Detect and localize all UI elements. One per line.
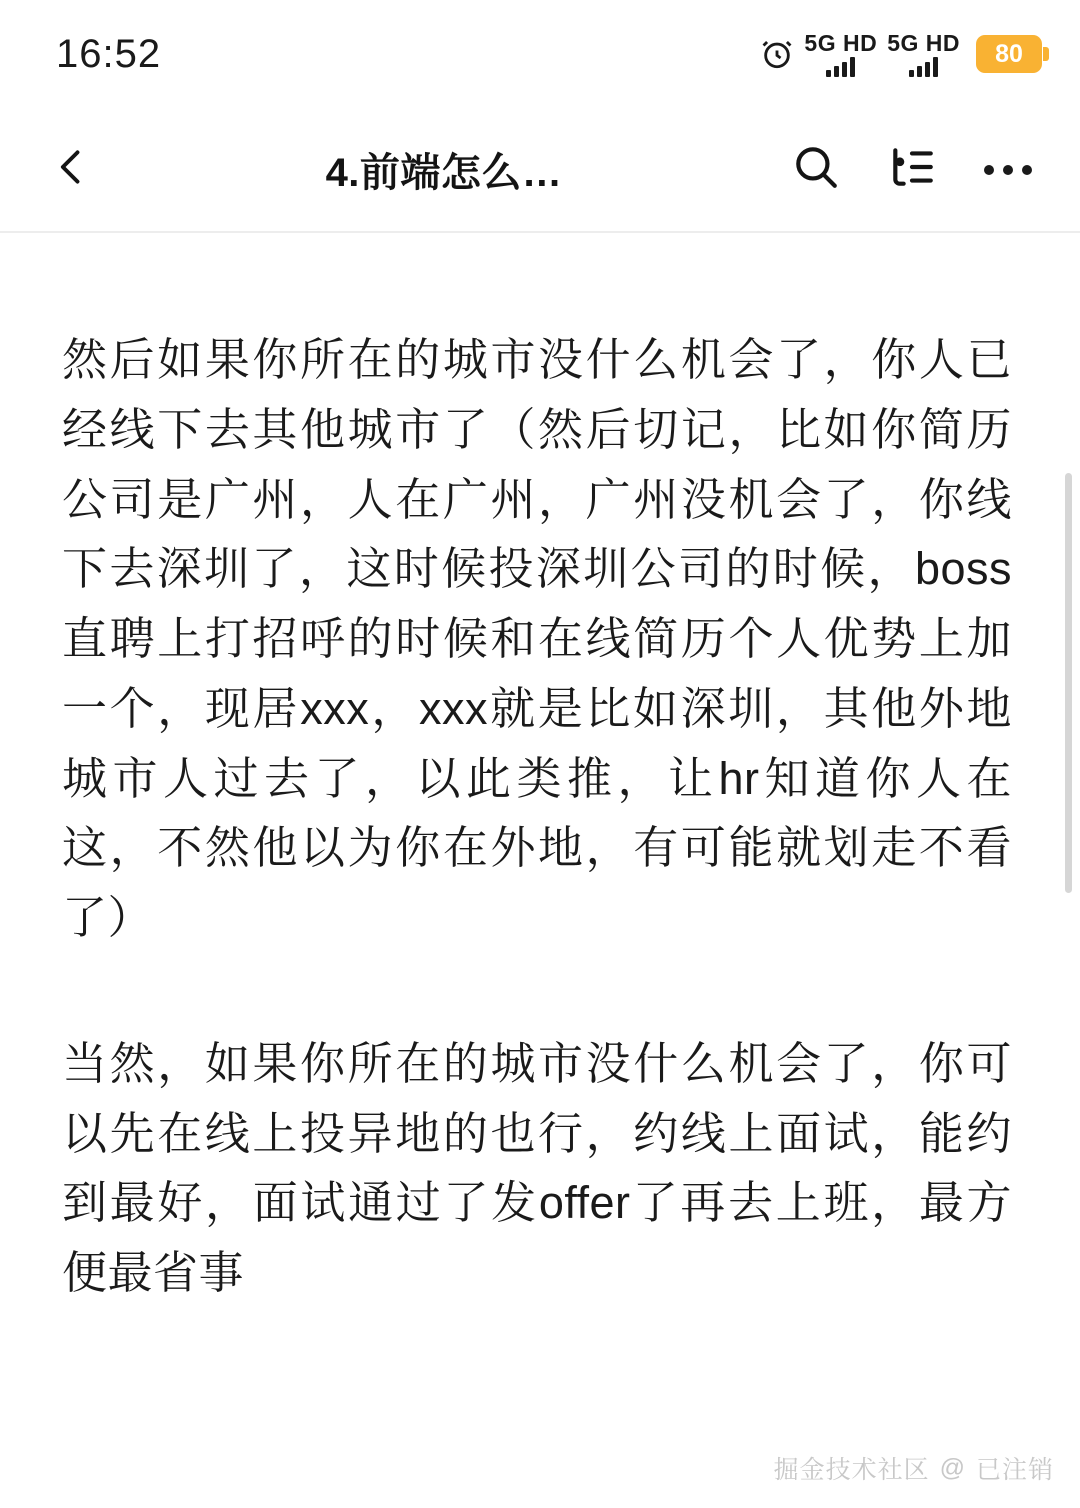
catalog-button[interactable] [880,138,944,202]
article-paragraph: 当然，如果你所在的城市没什么机会了，你可以先在线上投异地的也行，约线上面试，能约到最好，面试通过了发offer了再去上班，最方便最省事 [62,1037,1012,1298]
watermark-site: 掘金技术社区 [773,1456,930,1484]
network-type-2: 5G HD [887,29,960,56]
article-content[interactable] [0,233,1080,1508]
network-type-1: 5G HD [804,29,878,56]
alarm-clock-icon [760,37,794,71]
navigation-bar [0,108,1080,233]
more-options-icon [984,165,1032,175]
battery-level: 80 [995,39,1023,68]
back-button[interactable] [40,138,104,202]
signal-bars-1 [826,57,855,77]
more-button[interactable] [976,138,1040,202]
status-indicators [760,29,1042,77]
battery-indicator [976,35,1042,73]
article-paragraph: 然后如果你所在的城市没什么机会了，你人已经线下去其他城市了（然后切记，比如你简历公司是广州，人在广州，广州没机会了，你线下去深圳了，这时候投深圳公司的时候，boss直聘上打招呼的时候和在线简历个人优势上加一个，现居xxx，xxx就是比如深圳，其他外地城市人过去了，以此类推，让hr知道你人在这，不然他以为你在外地，有可能就划走不看了） [62,334,1012,943]
status-bar [0,0,1080,108]
scrollbar-thumb[interactable] [1065,473,1072,893]
catalog-list-icon [887,142,937,197]
status-time: 16:52 [56,31,162,76]
watermark [774,1450,1054,1486]
search-button[interactable] [784,138,848,202]
watermark-at: @ [939,1453,966,1482]
watermark-user: 已注销 [975,1456,1054,1484]
page-title: 4.前端怎么… [325,151,563,195]
search-icon [791,142,841,197]
chevron-left-icon [50,145,94,194]
nav-actions [784,138,1046,202]
signal-group-1 [804,29,878,77]
signal-group-2 [887,29,960,77]
signal-bars-2 [909,57,938,77]
